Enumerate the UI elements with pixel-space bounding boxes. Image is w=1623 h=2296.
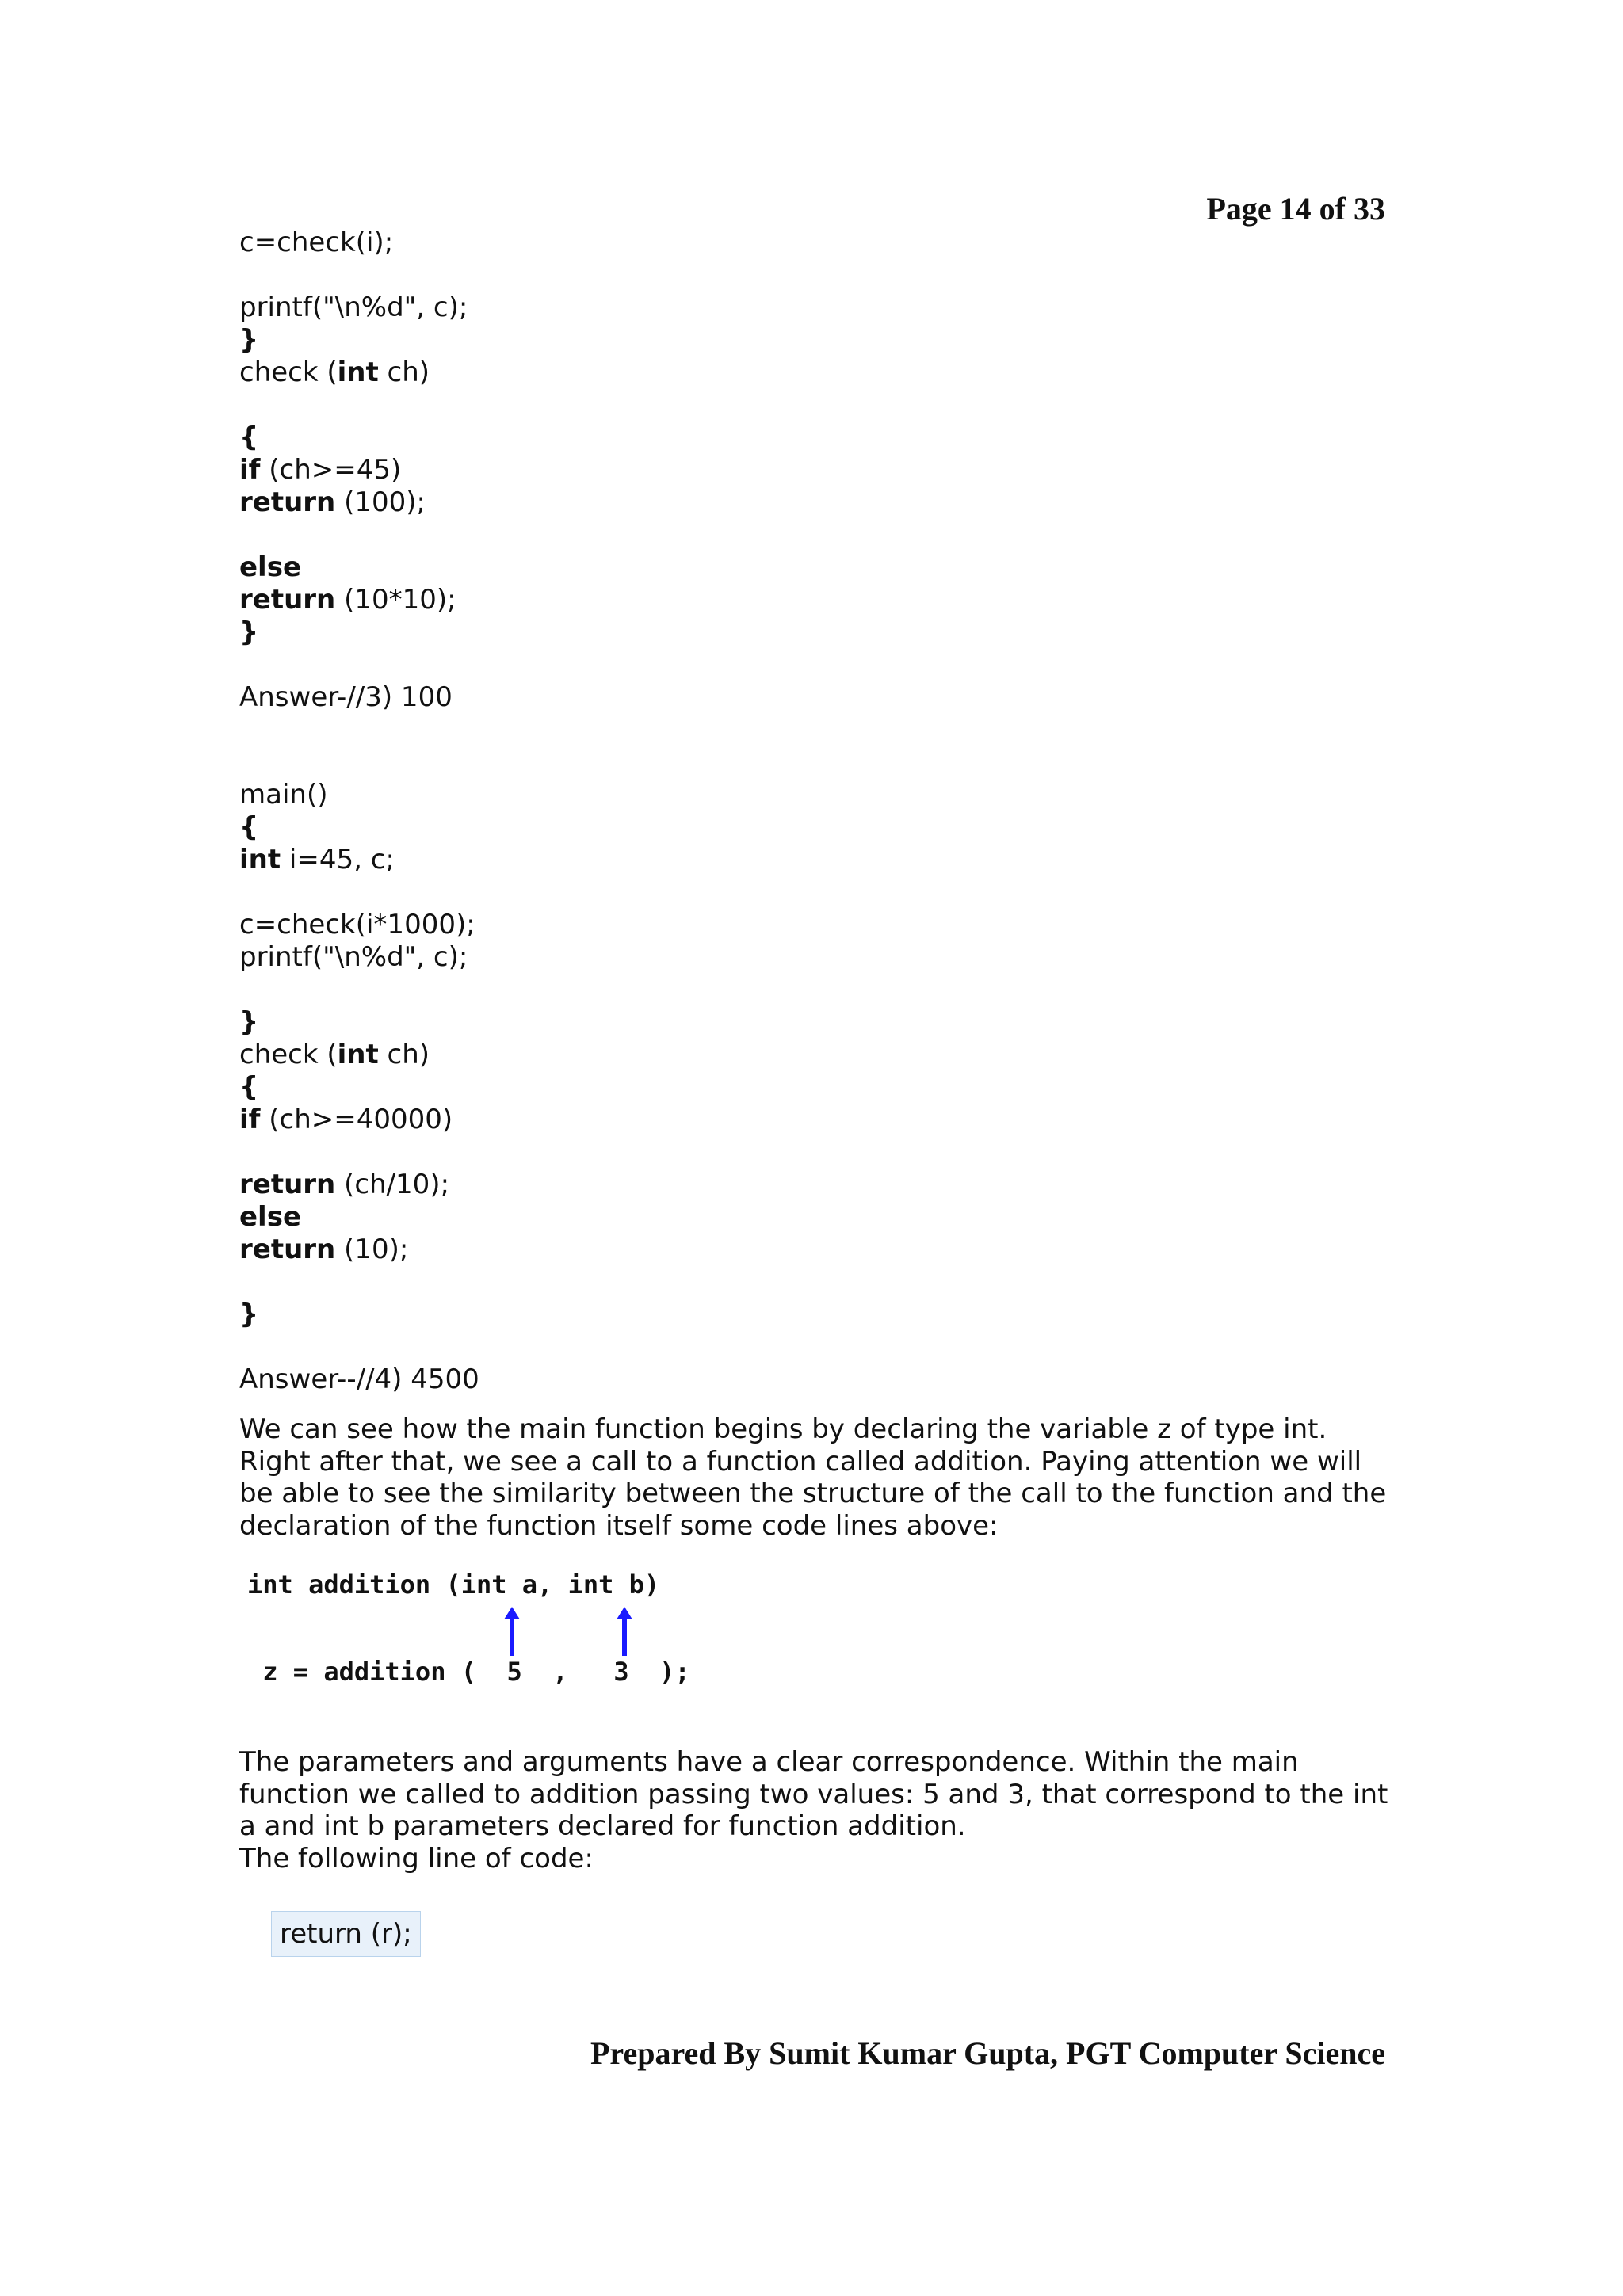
explanation-paragraph: The following line of code: [239,1842,594,1875]
code-block-2 [239,779,1388,1396]
page-content [239,227,1388,1957]
answer-text: Answer--//4) 4500 [239,1363,479,1395]
code-line: printf("\n%d", c); [239,941,468,973]
up-arrow-icon [504,1607,520,1656]
function-call: z = addition ( 5 , 3 ); [247,1657,690,1687]
code-line: { [239,1071,259,1103]
code-line: int i=45, c; [239,844,395,875]
code-line: } [239,1006,259,1038]
page-number: Page 14 of 33 [1206,191,1385,227]
code-line: return (ch/10); [239,1169,450,1200]
code-line: return (100); [239,486,426,518]
code-line: else [239,551,302,583]
code-line: c=check(i*1000); [239,909,475,940]
code-line: if (ch>=40000) [239,1104,453,1135]
explanation-paragraph: We can see how the main function begins by declaring the variable z of type int. Right after that, we see a call to a function called addition. Paying attention we will be able to see the similarity between the structure of the call to the function and the declaration of the function itself some code lines above: [239,1413,1387,1542]
code-line: printf("\n%d", c); [239,292,468,323]
code-line: } [239,324,259,356]
code-snippet-box: return (r); [271,1911,421,1957]
code-line: } [239,616,259,648]
code-line: else [239,1201,302,1233]
explanation-paragraph: The parameters and arguments have a clear correspondence. Within the main function we called to addition passing two values: 5 and 3, that correspond to the int a and int b parameters declared for function addition. [239,1746,1388,1842]
code-block-1 [239,227,1388,714]
code-line: check (int ch) [239,357,430,388]
code-line: } [239,1299,259,1330]
page-footer: Prepared By Sumit Kumar Gupta, PGT Computer Science [590,2035,1385,2071]
up-arrow-icon [617,1607,632,1656]
code-line: { [239,811,259,843]
code-line: { [239,421,259,453]
code-line: check (int ch) [239,1039,430,1070]
code-line: if (ch>=45) [239,454,402,486]
code-line: return (10); [239,1234,409,1265]
code-line: c=check(i); [239,227,394,258]
parameter-diagram [247,1569,802,1719]
code-line: main() [239,779,328,810]
code-line: return (10*10); [239,584,456,616]
answer-text: Answer-//3) 100 [239,681,453,713]
function-declaration: int addition (int a, int b) [247,1569,660,1600]
